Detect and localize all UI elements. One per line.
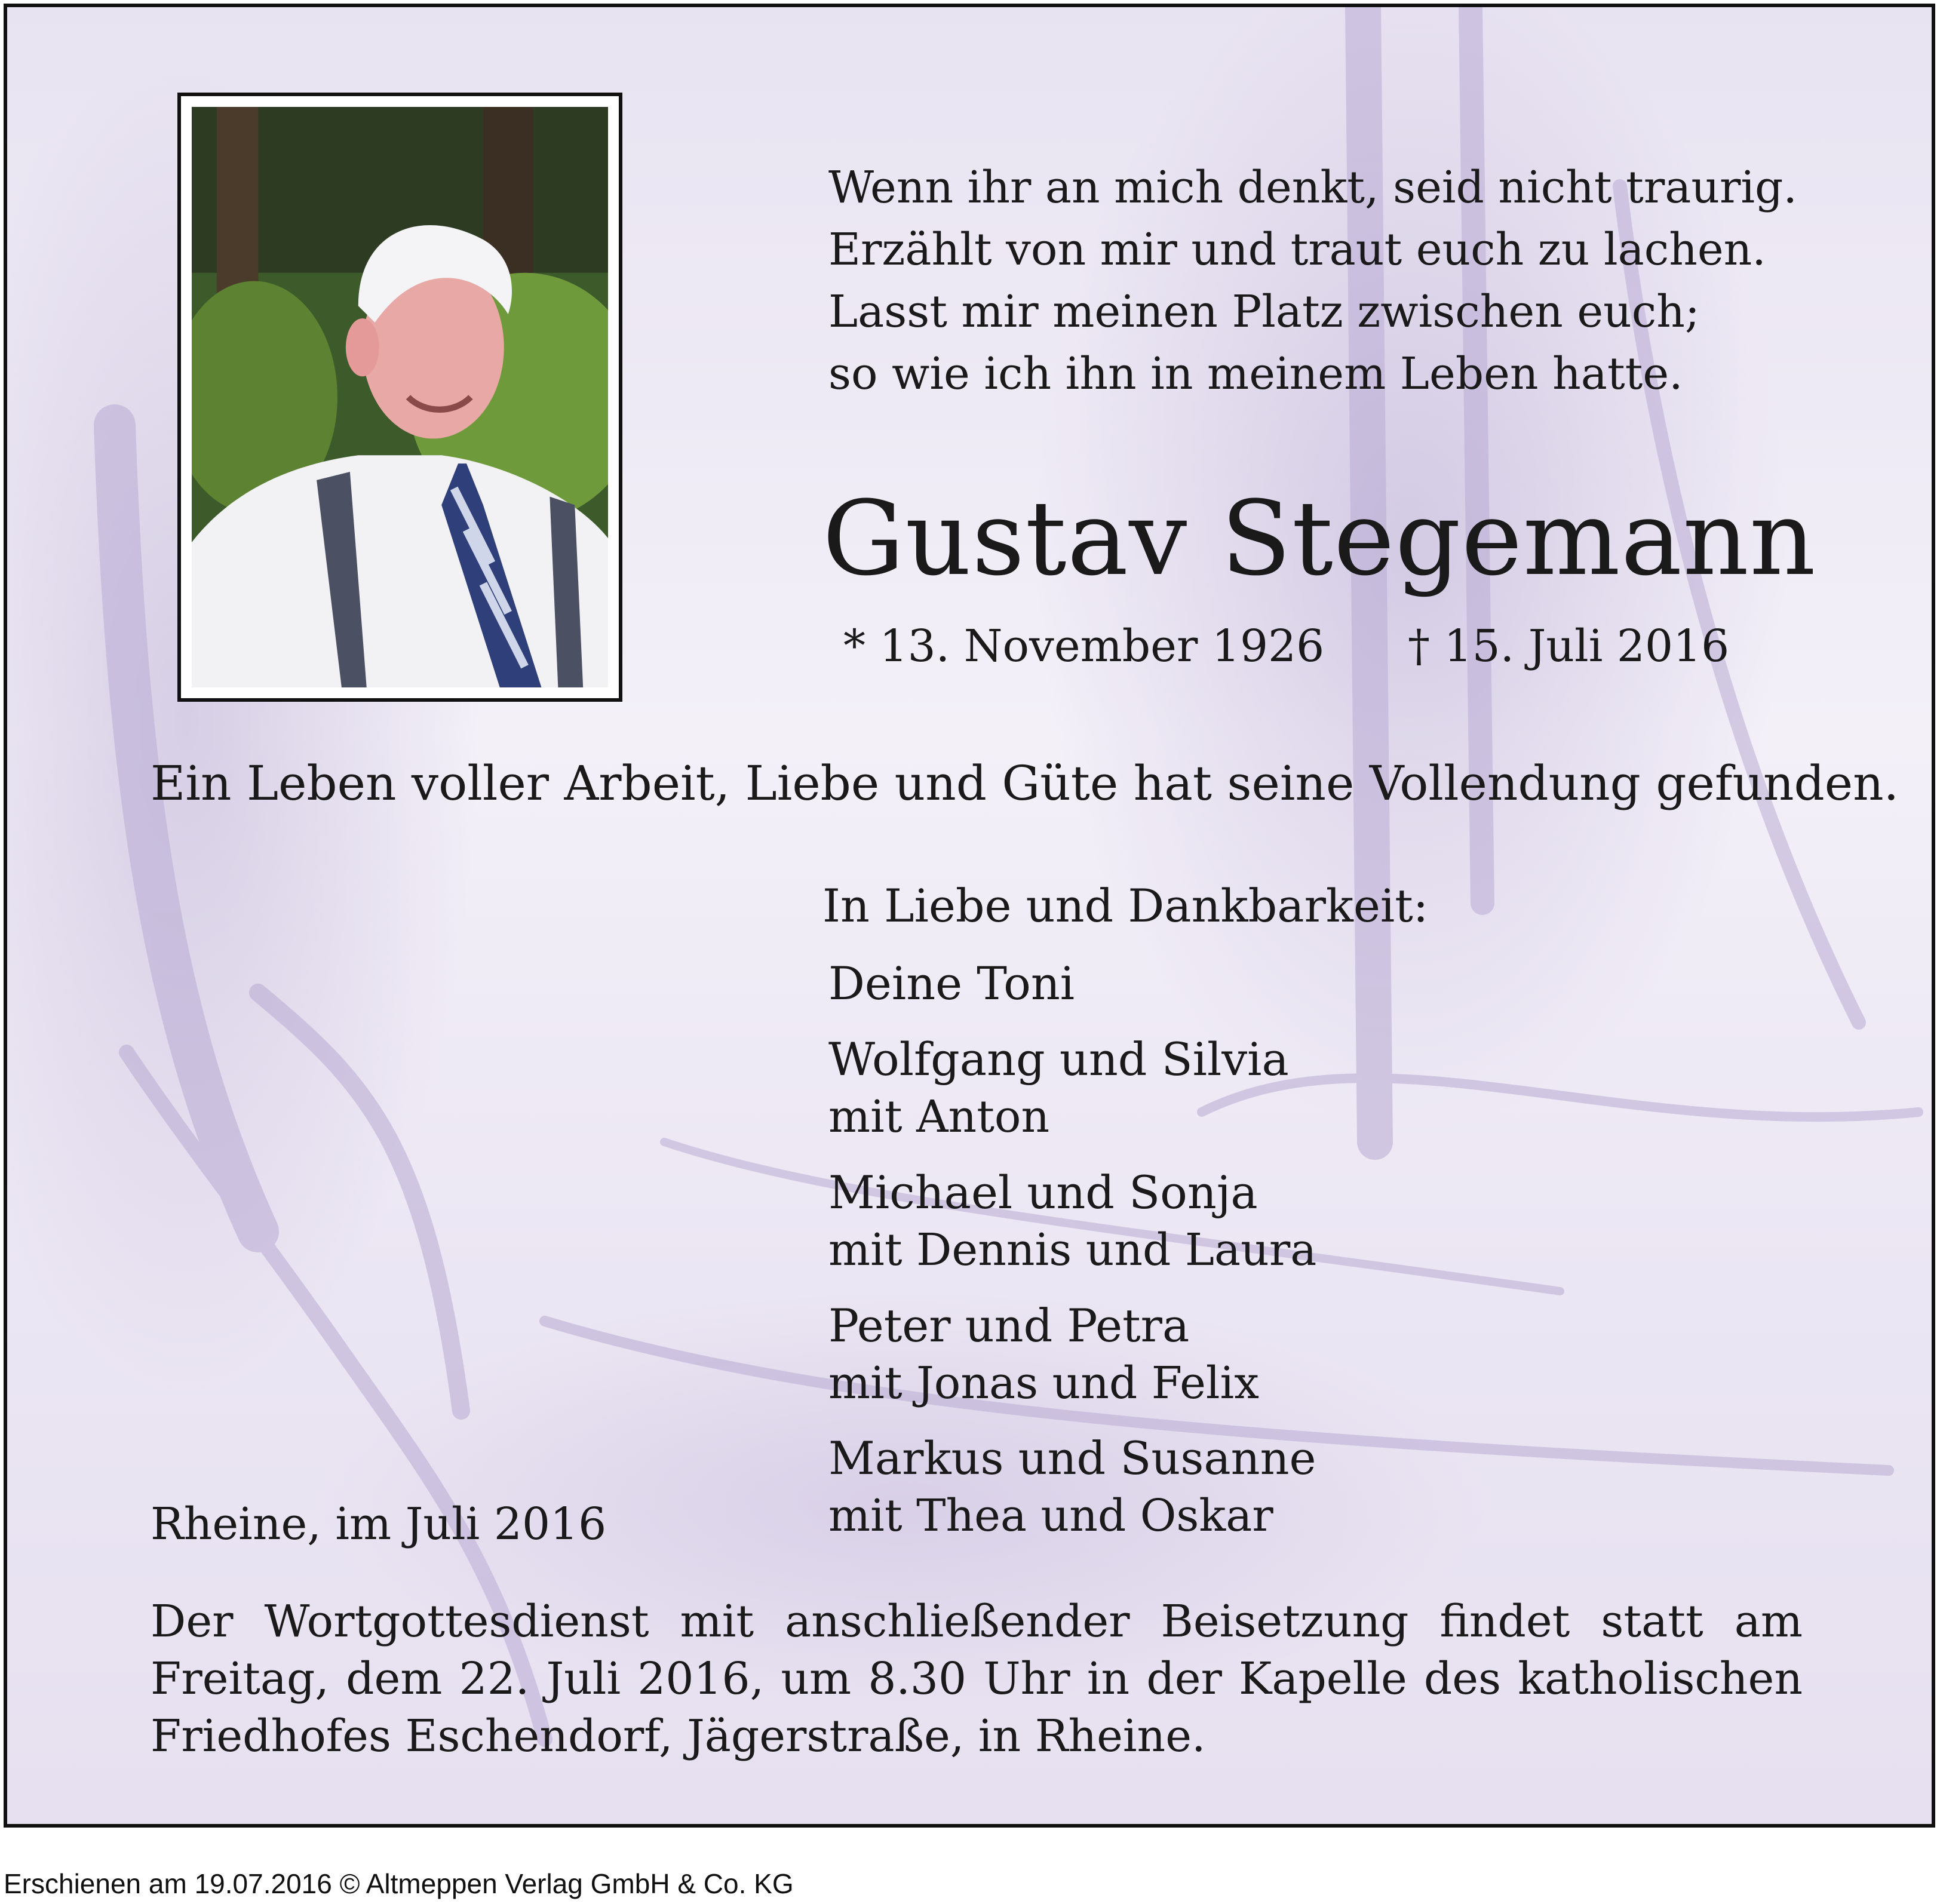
family-children: mit Dennis und Laura — [828, 1224, 1317, 1276]
poem-line: Wenn ihr an mich denkt, seid nicht traurig. — [828, 162, 1797, 213]
publication-footer: Erschienen am 19.07.2016 © Altmeppen Verlag GmbH & Co. KG — [4, 1868, 794, 1899]
portrait-photo — [192, 107, 608, 687]
poem-line: Lasst mir meinen Platz zwischen euch; — [828, 286, 1700, 337]
poem-line: so wie ich ihn in meinem Leben hatte. — [828, 348, 1683, 400]
life-tagline: Ein Leben voller Arbeit, Liebe und Güte hat seine Vollendung gefunden. — [151, 756, 1899, 811]
place-date: Rheine, im Juli 2016 — [151, 1498, 607, 1550]
family-children: mit Thea und Oskar — [828, 1490, 1273, 1541]
funeral-service-notice: Der Wortgottesdienst mit anschließender Beisetzung findet statt am Freitag, dem 22. Juli 2016, um 8.30 Uhr in der Kapelle des katholischen Friedhofes Eschendorf, Jägerstraße, in Rheine. — [151, 1596, 1803, 1762]
family-children: mit Jonas und Felix — [828, 1358, 1259, 1409]
thanks-heading: In Liebe und Dankbarkeit: — [822, 879, 1429, 932]
poem-line: Erzählt von mir und traut euch zu lachen. — [828, 224, 1766, 275]
deceased-name: Gustav Stegemann — [822, 478, 1816, 598]
family-member: Michael und Sonja — [828, 1166, 1258, 1219]
family-member: Peter und Petra — [828, 1299, 1190, 1352]
family-member: Wolfgang und Silvia — [828, 1033, 1289, 1086]
portrait-photo-frame — [177, 93, 622, 702]
birth-date: * 13. November 1926 — [843, 621, 1325, 672]
memorial-poem — [828, 156, 1797, 405]
family-member: Markus und Susanne — [828, 1432, 1316, 1485]
family-member: Deine Toni — [828, 957, 1075, 1010]
obituary-card — [4, 4, 1935, 1828]
death-date: † 15. Juli 2016 — [1408, 621, 1730, 672]
family-children: mit Anton — [828, 1091, 1050, 1143]
